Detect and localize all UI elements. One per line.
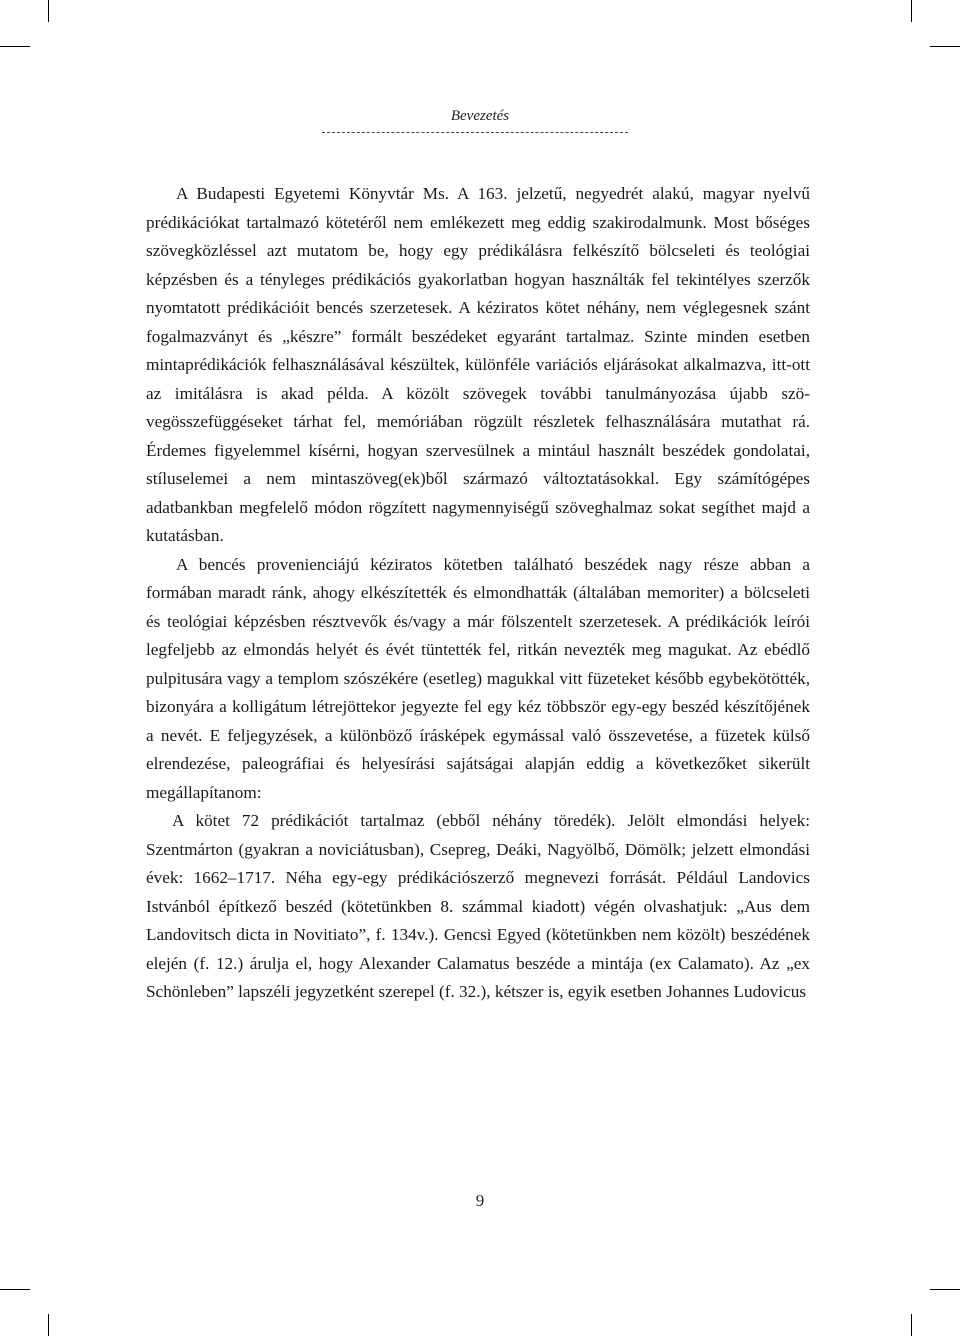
crop-mark-top-right-horizontal [930, 46, 960, 47]
crop-mark-bottom-left-horizontal [0, 1289, 30, 1290]
header-dashed-rule [322, 132, 628, 133]
paragraph-3: A kötet 72 prédikációt tartalmaz (ebből néhány töredék). Jelölt elmondási helyek: Szentmárton (gyakran a noviciátusban), Csepreg, Deáki, Nagyölbő, Dömölk; jelzett elmondási évek: 1662–1717. Néha egy-egy prédikációszerző megnevezi forrását. Például Landovics Istvánból építkező beszéd (kötetünkben 8. számmal kiadott) végén olvashatjuk: „Aus dem Landovitsch dicta in Novitiato”, f. 134v.). Gencsi Egyed (kötetünkben nem közölt) beszédének elején (f. 12.) árulja el, hogy Alexander Calamatus beszéde a mintája (ex Calamato). Az „ex Schönleben” lapszéli jegyzetként szerepel (f. 32.), kétszer is, egyik esetben Johannes Ludovicus [146, 811, 810, 1001]
crop-mark-bottom-right-horizontal [930, 1289, 960, 1290]
crop-mark-top-right-vertical [911, 0, 912, 22]
running-header-title: Bevezetés [450, 108, 510, 124]
body-text [146, 180, 810, 1007]
crop-mark-bottom-right-vertical [911, 1314, 912, 1336]
crop-mark-bottom-left-vertical [48, 1314, 49, 1336]
paragraph-2: A bencés provenienciájú kéziratos kötetben található beszédek nagy része abban a formában maradt ránk, ahogy elkészítették és elmondhatták (általában memoriter) a bölcseleti és teológiai képzésben résztvevők és/vagy a már fölszentelt szerzetesek. A prédikációk leírói legfeljebb az elmondás helyét és évét tüntették fel, ritkán nevezték meg magukat. Az ebédlő pulpitusára vagy a templom szószékére (esetleg) magukkal vitt füzeteket később egybekötötték, bizonyára a kolligátum létrejöttekor jegyezte fel egy kéz többször egy-egy beszéd készítőjének a nevét. E feljegyzések, a különböző írásképek egymással való összevetése, a füzetek külső elrendezése, paleográfiai és helyesírási sajátságai alapján eddig a következőket sikerült megállapítanom: [146, 554, 810, 802]
page-number: 9 [475, 1191, 485, 1210]
crop-mark-top-left-vertical [48, 0, 49, 22]
crop-mark-top-left-horizontal [0, 46, 30, 47]
paragraph-1: A Budapesti Egyetemi Könyvtár Ms. A 163. jelzetű, negyedrét alakú, magyar nyelvű prédikációkat tartalmazó kötetéről nem emlékezett meg eddig szakirodalmunk. Most bőséges szövegközléssel azt mutatom be, hogy egy prédikálásra felkészítő bölcseleti és teológiai képzésben és a tényleges prédikációs gyakorlatban hogyan használták fel tekintélyes szerzők nyomtatott prédikációit bencés szerzetesek. A kéziratos kötet néhány, nem véglegesnek szánt fogalmazványt és „készre” formált beszédeket egyaránt tartalmaz. Szinte minden esetben mintaprédikációk felhasználásával készültek, különféle variációs eljárásokat alkalmazva, itt-ott az imitálásra is akad példa. A közölt szövegek további tanulmányozása újabb szövegösszefüggéseket tárhat fel, memóriában rögzült részletek felhasználására mutathat rá. Érdemes figyelemmel kísérni, hogyan szervesülnek a mintául használt beszédek gondolatai, stíluselemei a nem mintaszöveg(ek)ből származó változtatásokkal. Egy számítógépes adatbankban megfelelő módon rögzített nagymennyiségű szöveghalmaz sokat segíthet majd a kutatásban. [146, 184, 810, 545]
